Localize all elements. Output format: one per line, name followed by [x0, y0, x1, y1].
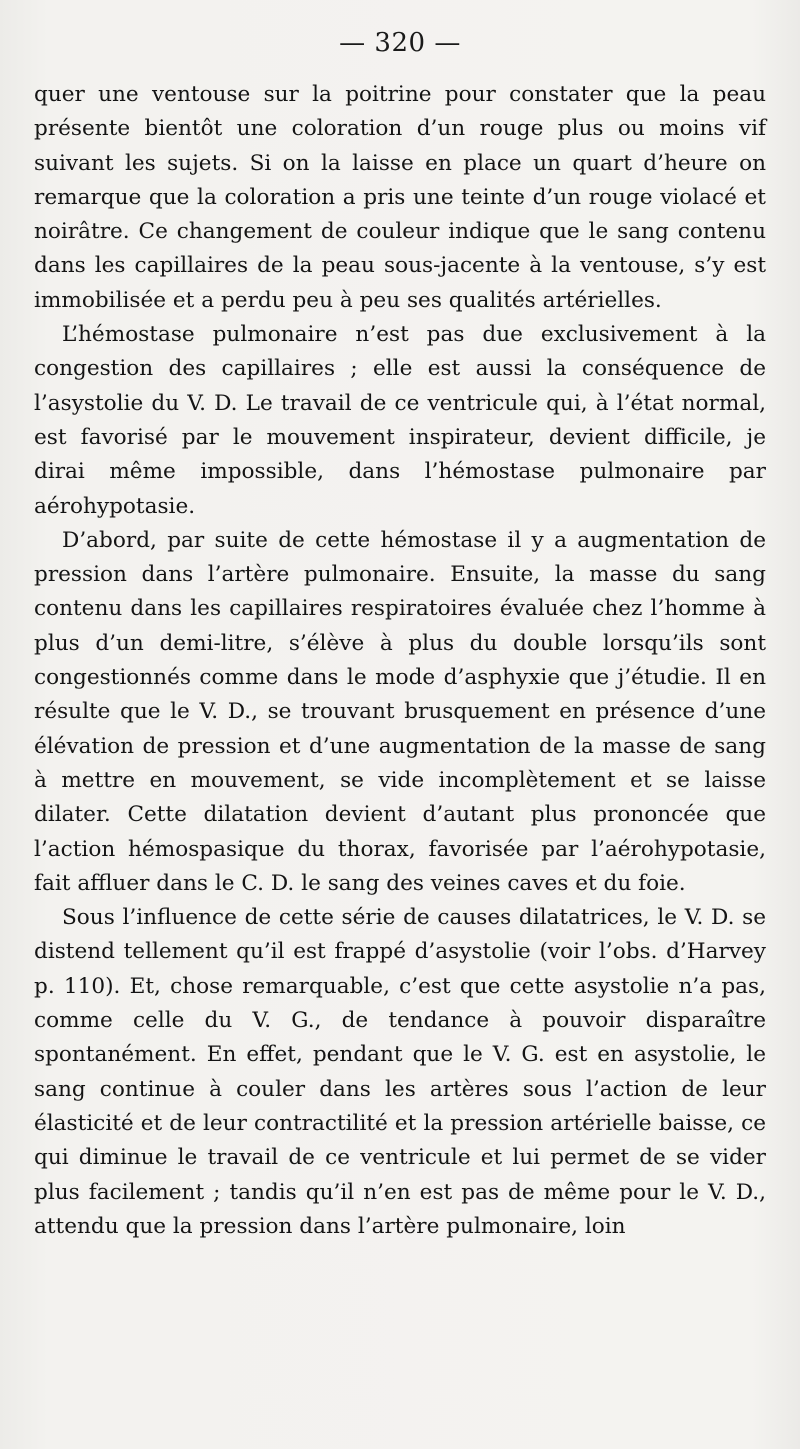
paragraph-2: L’hémostase pulmonaire n’est pas due exclusivement à la congestion des capillaires ; elle est aussi la conséquence de l’asystolie du V. D. Le travail de ce ventricule qui, à l’état normal, est favorisé par le mouvement inspirateur, devient difficile, je dirai même impossible, dans l’hémostase pulmonaire par aérohypotasie.	[34, 322, 766, 519]
paragraph-1: quer une ventouse sur la poitrine pour constater que la peau présente bientôt une coloration d’un rouge plus ou moins vif suivant les sujets. Si on la laisse en place un quart d’heure on remarque que la coloration a pris une teinte d’un rouge violacé et noirâtre. Ce changement de couleur indique que le sang contenu dans les capillaires de la peau sous-jacente à la ventouse, s’y est immobilisée et a perdu peu à peu ses qualités artérielles.	[34, 82, 766, 313]
paragraph-4: Sous l’influence de cette série de causes dilatatrices, le V. D. se distend tellement qu’il est frappé d’asystolie (voir l’obs. d’Harvey p. 110). Et, chose remarquable, c’est que cette asystolie n’a pas, comme celle du V. G., de tendance à pouvoir disparaître spontanément. En effet, pendant que le V. G. est en asystolie, le sang continue à couler dans les artères sous l’action de leur élasticité et de leur contractilité et la pression artérielle baisse, ce qui diminue le travail de ce ventricule et lui permet de se vider plus facilement ; tandis qu’il n’en est pas de même pour le V. D., attendu que la pression dans l’artère pulmonaire, loin	[34, 905, 766, 1239]
body-text	[34, 78, 766, 1244]
paragraph-3: D’abord, par suite de cette hémostase il y a augmentation de pression dans l’artère pulmonaire. Ensuite, la masse du sang contenu dans les capillaires respiratoires évaluée chez l’homme à plus d’un demi-litre, s’élève à plus du double lorsqu’ils sont congestionnés comme dans le mode d’asphyxie que j’étudie. Il en résulte que le V. D., se trouvant brusquement en présence d’une élévation de pression et d’une augmentation de la masse de sang à mettre en mouvement, se vide incomplètement et se laisse dilater. Cette dilatation devient d’autant plus prononcée que l’action hémospasique du thorax, favorisée par l’aérohypotasie, fait affluer dans le C. D. le sang des veines caves et du foie.	[34, 527, 766, 896]
page-number-header: — 320 —	[339, 28, 461, 58]
